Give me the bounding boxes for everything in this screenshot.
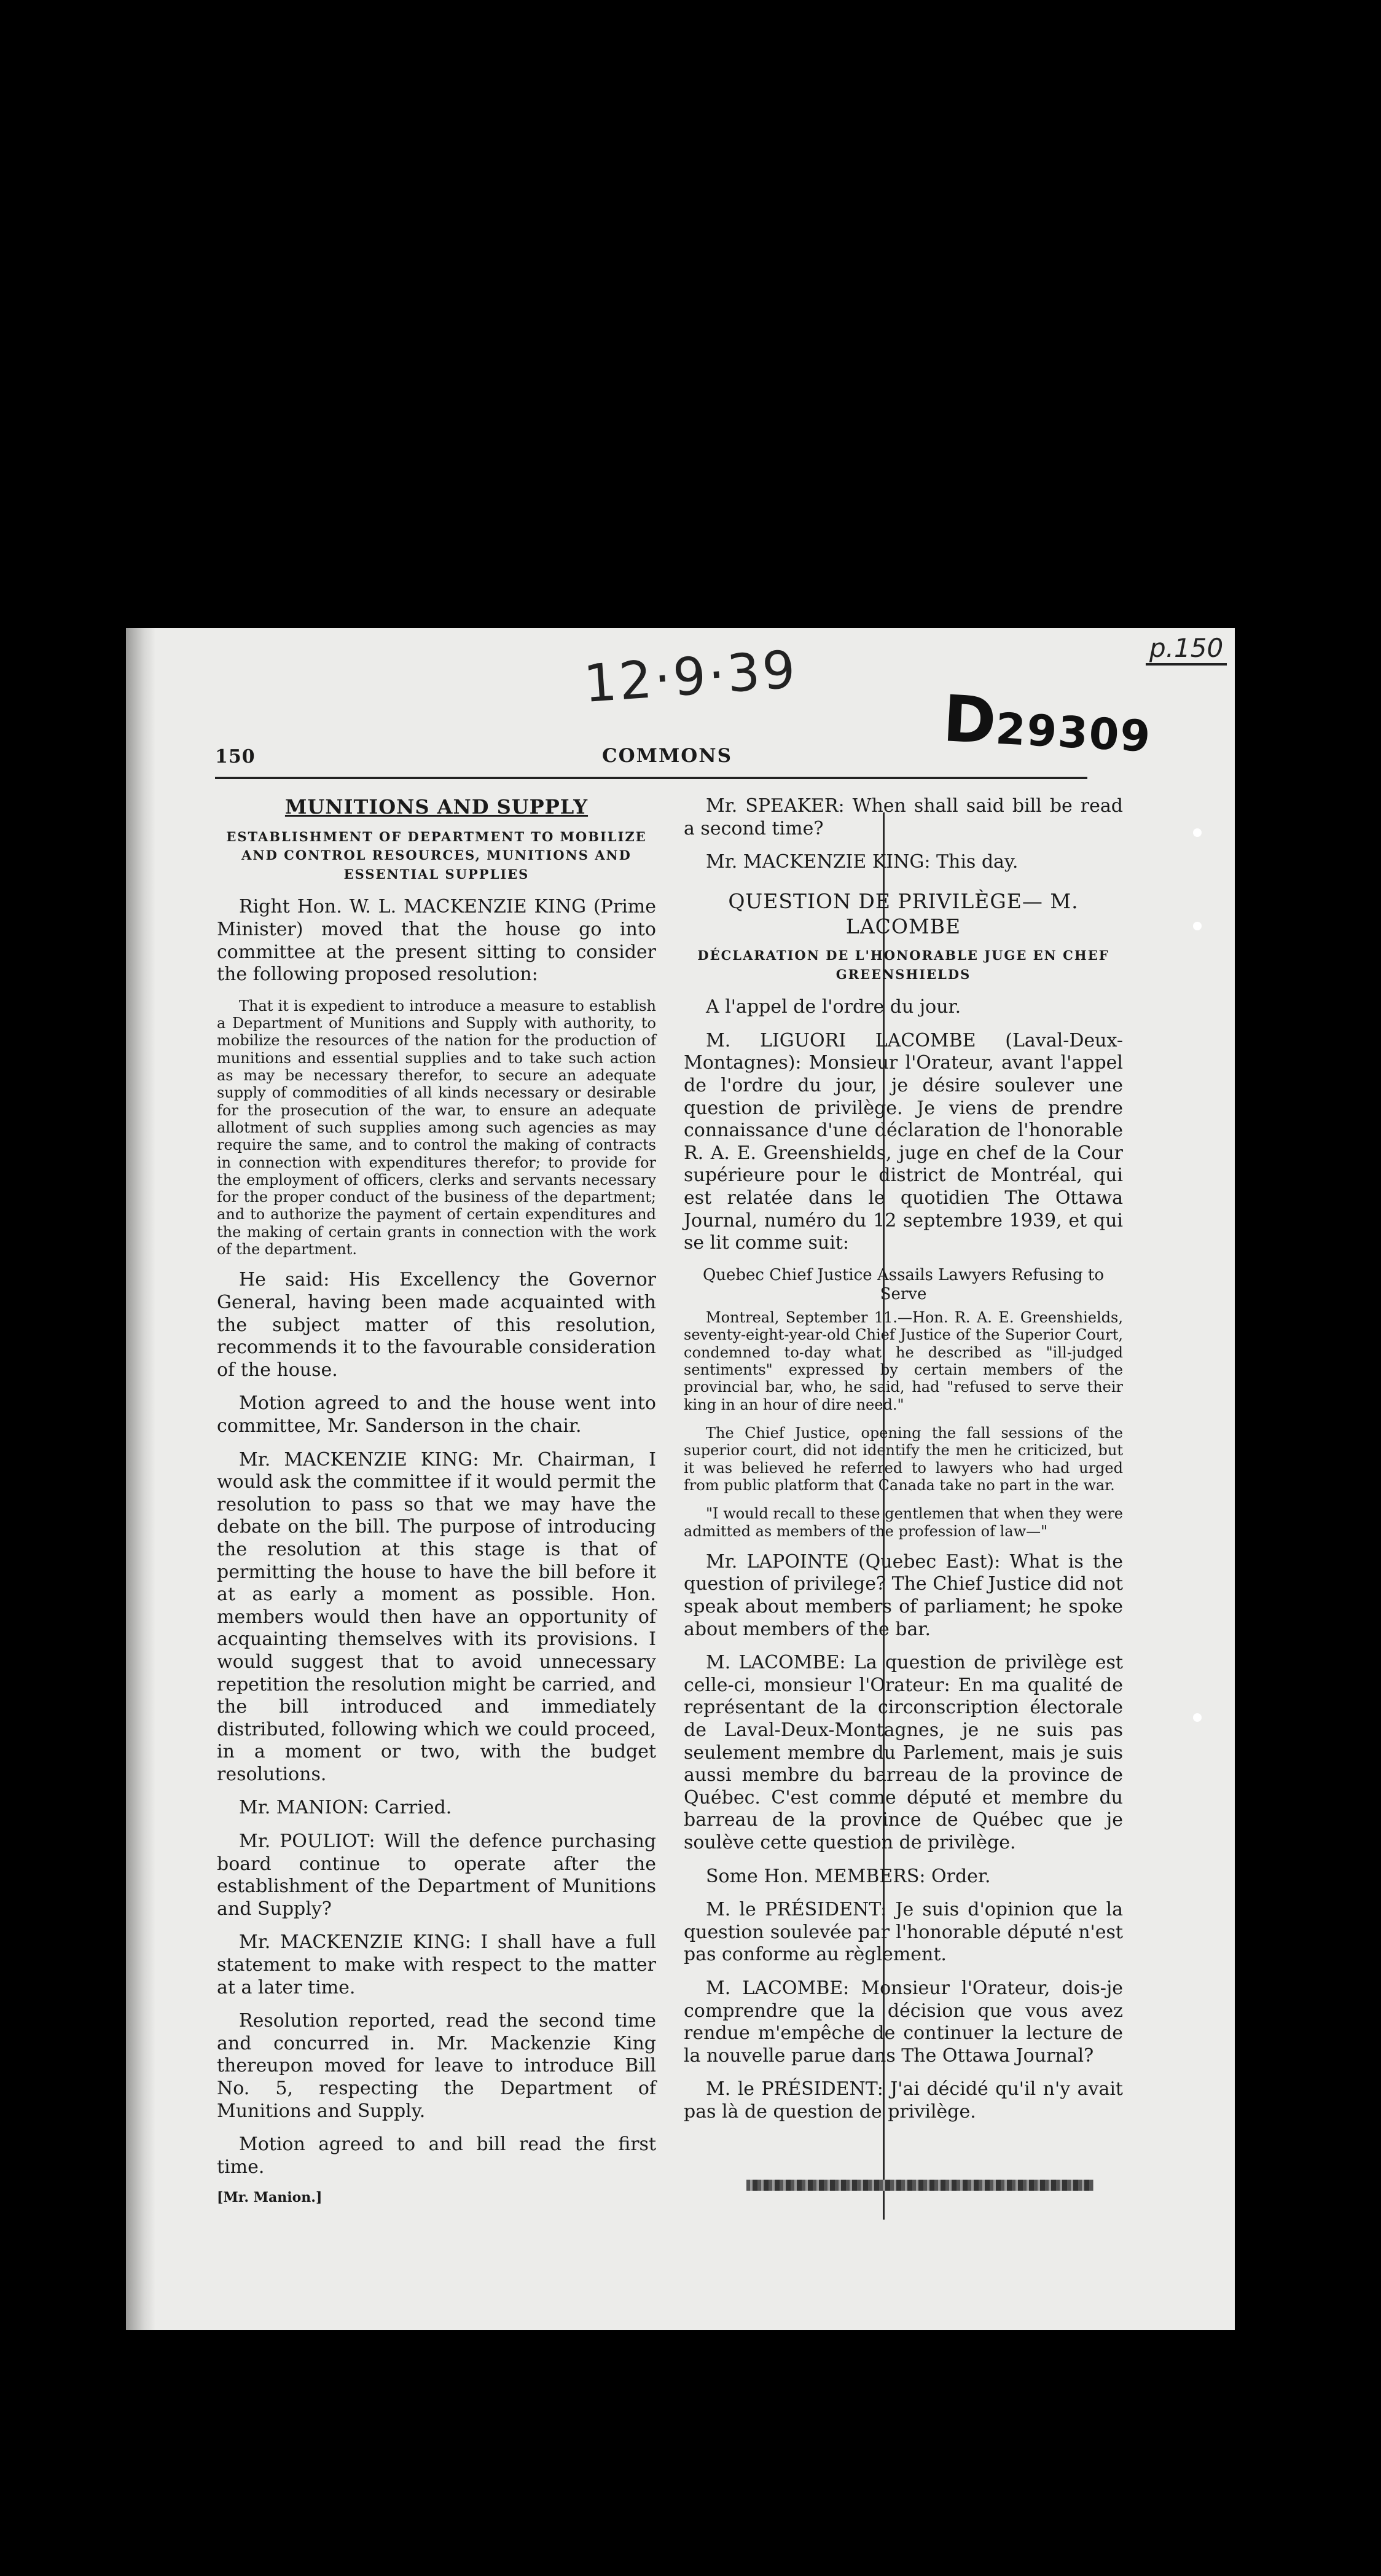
handwritten-page-ref: p.150 [1146, 633, 1227, 666]
paragraph: Some Hon. MEMBERS: Order. [706, 1865, 991, 1887]
paragraph: He said: His Excellency the Governor General, having been made acquainted with the subject matter of this resolution, recommends it to the favourable consideration of the house. [217, 1269, 656, 1381]
paragraph: Mr. MANION: Carried. [239, 1797, 452, 1819]
paragraph: M. LACOMBE: Monsieur l'Orateur, dois-je comprendre que la décision que vous avez rendue m'empêche de continuer la lecture de la nouvelle parue dans The Ottawa Journal? [684, 1977, 1123, 2067]
running-head: COMMONS [602, 745, 733, 767]
paragraph: Mr. MACKENZIE KING: I shall have a full statement to make with respect to the matter at a later time. [217, 1931, 656, 1998]
handwritten-date: 12·9·39 [582, 638, 800, 715]
paragraph: Mr. MACKENZIE KING: Mr. Chairman, I would ask the committee if it would permit the resolution to pass so that we may have the debate on the bill. The purpose of introducing the resolution at this stage is that of permitting the house to have the bill before it at as early a moment as possible. Hon. members would then have an opportunity of acquainting themselves with its provisions. I would suggest that to avoid unnecessary repetition the resolution might be carried, and the bill introduced and immediately distributed, following which we could proceed, in a moment or two, with the budget resolutions. [217, 1448, 656, 1785]
paragraph: Mr. POULIOT: Will the defence purchasing board continue to operate after the establishment of the Department of Munitions and Supply? [217, 1831, 656, 1920]
margin-dot [1193, 1713, 1202, 1722]
section-subtitle: ESTABLISHMENT OF DEPARTMENT TO MOBILIZE AND CONTROL RESOURCES, MUNITIONS AND ESSENTIAL SUPPLIES [226, 829, 647, 882]
left-column [217, 795, 656, 2206]
paragraph: M. le PRÉSIDENT: Je suis d'opinion que la question soulevée par l'honorable député n'est pas conforme au règlement. [684, 1899, 1123, 1966]
archive-stamp [941, 681, 1154, 767]
paragraph: Mr. SPEAKER: When shall said bill be read a second time? [684, 795, 1123, 839]
paragraph: Motion agreed to and the house went into committee, Mr. Sanderson in the chair. [217, 1392, 656, 1437]
stamp-letter: D [941, 681, 998, 759]
paragraph: Right Hon. W. L. MACKENZIE KING (Prime Minister) moved that the house go into committee at the present sitting to consider the following proposed resolution: [217, 896, 656, 986]
scanned-page [126, 628, 1235, 2330]
right-column [684, 795, 1123, 2134]
resolution-text: That it is expedient to introduce a measure to establish a Department of Munitions and Supply with authority, to mobilize the resources of the nation for the production of munitions and essential supplies and to take such action as may be necessary therefor, to secure an adequate supply of commodities of all kinds necessary or desirable for the prosecution of the war, to ensure an adequate allotment of such supplies among such agencies as may require the same, and to control the making of contracts in connection with expenditures therefor; to provide for the employment of officers, clerks and servants necessary for the proper conduct of the business of the department; and to authorize the payment of certain expenditures and the making of certain grants in connection with the work of the department. [217, 997, 656, 1259]
stamp-number: 29309 [994, 703, 1153, 762]
page-number: 150 [215, 746, 256, 768]
page-edge-shadow [126, 628, 155, 2330]
quote-paragraph: Montreal, September 11.—Hon. R. A. E. Greenshields, seventy-eight-year-old Chief Justice of the Superior Court, condemned to-day what he described as "ill-judged sentiments" expressed by certain members of the provincial bar, who, he said, had "refused to serve their king in an hour of dire need." [684, 1309, 1123, 1413]
paragraph: Motion agreed to and bill read the first time. [217, 2134, 656, 2178]
paragraph: M. LIGUORI LACOMBE (Laval-Deux-Montagnes): Monsieur l'Orateur, avant l'appel de l'ordre du jour, je désire soulever une question de privilège. Je viens de prendre connaissance d'une déclaration de l'honorable R. A. E. Greenshields, juge en chef de la Cour supérieure pour le district de Montréal, qui est relatée dans le quotidien The Ottawa Journal, numéro du 12 septembre 1939, et qui se lit comme suit: [684, 1029, 1123, 1254]
paragraph: A l'appel de l'ordre du jour. [706, 996, 961, 1018]
scan-artifact-bar [746, 2180, 1093, 2191]
paragraph: Resolution reported, read the second time and concurred in. Mr. Mackenzie King thereupon moved for leave to introduce Bill No. 5, respecting the Department of Munitions and Supply. [217, 2010, 656, 2122]
paragraph: Mr. MACKENZIE KING: This day. [706, 851, 1019, 873]
quote-heading: Quebec Chief Justice Assails Lawyers Refusing to Serve [702, 1265, 1105, 1303]
paragraph: M. le PRÉSIDENT: J'ai décidé qu'il n'y avait pas là de question de privilège. [684, 2078, 1123, 2122]
margin-dot [1193, 922, 1202, 930]
privilege-heading: QUESTION DE PRIVILÈGE— M. LACOMBE [728, 889, 1079, 939]
quote-paragraph: The Chief Justice, opening the fall sessions of the superior court, did not identify the men he criticized, but it was believed he referred to lawyers who had urged from public platform that Canada take no part in the war. [684, 1424, 1123, 1494]
quote-paragraph: "I would recall to these gentlemen that when they were admitted as members of the profession of law—" [684, 1505, 1123, 1540]
section-title: MUNITIONS AND SUPPLY [284, 795, 589, 819]
speaker-footer: [Mr. Manion.] [217, 2189, 323, 2206]
paragraph: M. LACOMBE: La question de privilège est celle-ci, monsieur l'Orateur: En ma qualité de représentant de la circonscription électorale de Laval-Deux-Montagnes, je ne suis pas seulement membre du Parlement, mais je suis aussi membre du barreau de la province de Québec. C'est comme député et membre du barreau de la province de Québec que je soulève cette question de privilège. [684, 1652, 1123, 1853]
paragraph: Mr. LAPOINTE (Quebec East): What is the question of privilege? The Chief Justice did not speak about members of parliament; he spoke about members of the bar. [684, 1550, 1123, 1640]
margin-dot [1193, 828, 1202, 837]
header-rule [215, 777, 1087, 779]
privilege-subheading: DÉCLARATION DE L'HONORABLE JUGE EN CHEF GREENSHIELDS [697, 948, 1109, 982]
